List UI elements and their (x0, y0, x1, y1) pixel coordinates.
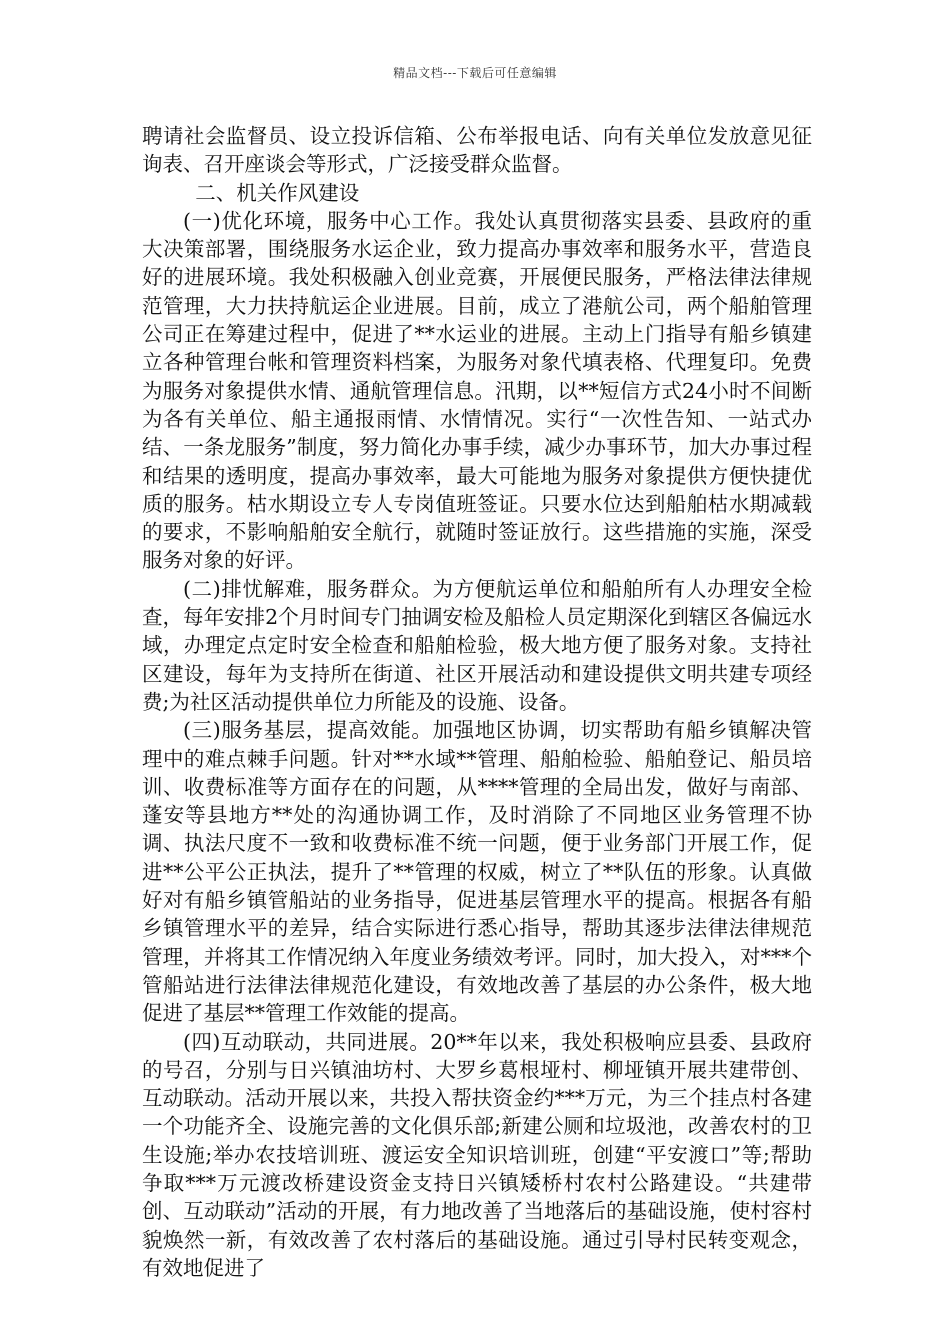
section-heading: 二、机关作风建设 (195, 180, 360, 205)
paragraph-section-3: (三)服务基层，提高效能。加强地区协调，切实帮助有船乡镇解决管理中的难点棘手问题。针对**水域**管理、船舶检验、船舶登记、船员培训、收费标准等方面存在的问题，从****管理的全局出发，做好与南部、蓬安等县地方**处的沟通协调工作，及时消除了不同地区业务管理不协调、执法尺度不一致和收费标准不统一问题，便于业务部门开展工作，促进**公平公正执法，提升了**管理的权威，树立了**队伍的形象。认真做好对有船乡镇管船站的业务指导，促进基层管理水平的提高。根据各有船乡镇管理水平的差异，结合实际进行悉心指导，帮助其逐步法律法律规范管理，并将其工作情况纳入年度业务绩效考评。同时，加大投入，对***个管船站进行法律法律规范化建设，有效地改善了基层的办公条件，极大地促进了基层**管理工作效能的提高。 (142, 718, 812, 1026)
paragraph-section-2: (二)排忧解难，服务群众。为方便航运单位和船舶所有人办理安全检查，每年安排2个月时间专门抽调安检及船检人员定期深化到辖区各偏远水域，办理定点定时安全检查和船舶检验，极大地方便了服务对象。支持社区建设，每年为支持所在街道、社区开展活动和建设提供文明共建专项经费;为社区活动提供单位力所能及的设施、设备。 (142, 576, 812, 714)
paragraph-section-4: (四)互动联动，共同进展。20**年以来，我处积极响应县委、县政府的号召，分别与日兴镇油坊村、大罗乡葛根垭村、柳垭镇开展共建带创、互动联动。活动开展以来，共投入帮扶资金约***万元，为三个挂点村各建一个功能齐全、设施完善的文化俱乐部;新建公厕和垃圾池，改善农村的卫生设施;举办农技培训班、渡运安全知识培训班，创建“平安渡口”等;帮助争取***万元渡改桥建设资金支持日兴镇矮桥村农村公路建设。“共建带创、互动联动”活动的开展，有力地改善了当地落后的基础设施，使村容村貌焕然一新，有效改善了农村落后的基础设施。通过引导村民转变观念，有效地促进了 (142, 1029, 812, 1280)
paragraph-section-1: (一)优化环境，服务中心工作。我处认真贯彻落实县委、县政府的重大决策部署，围绕服务水运企业，致力提高办事效率和服务水平，营造良好的进展环境。我处积极融入创业竞赛，开展便民服务，严格法律法律规范管理，大力扶持航运企业进展。目前，成立了港航公司，两个船舶管理公司正在筹建过程中，促进了**水运业的进展。主动上门指导有船乡镇建立各种管理台帐和管理资料档案，为服务对象代填表格、代理复印。免费为服务对象提供水情、通航管理信息。汛期，以**短信方式24小时不间断为各有关单位、船主通报雨情、水情情况。实行“一次性告知、一站式办结、一条龙服务”制度，努力简化办事手续，减少办事环节，加大办事过程和结果的透明度，提高办事效率，最大可能地为服务对象提供方便快捷优质的服务。枯水期设立专人专岗值班签证。只要水位达到船舶枯水期减载的要求，不影响船舶安全航行，就随时签证放行。这些措施的实施，深受服务对象的好评。 (142, 208, 812, 573)
paragraph-continuation: 聘请社会监督员、设立投诉信箱、公布举报电话、向有关单位发放意见征询表、召开座谈会等形式，广泛接受群众监督。 (142, 124, 812, 177)
document-body (142, 122, 812, 1282)
page-header: 精品文档---下载后可任意编辑 (393, 66, 557, 80)
